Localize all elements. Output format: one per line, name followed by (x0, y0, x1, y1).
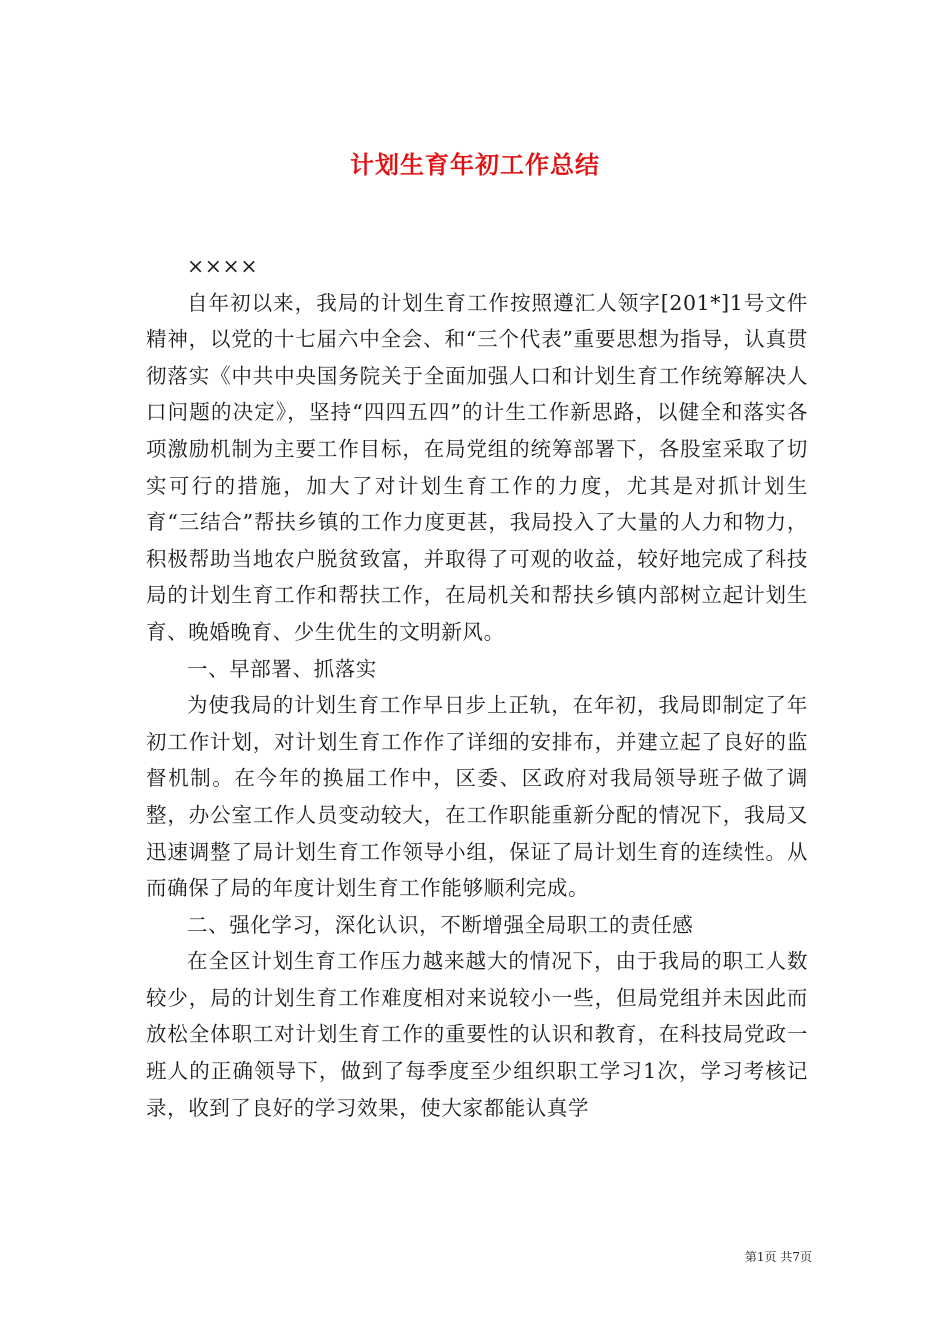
section-1-paragraph: 为使我局的计划生育工作早日步上正轨，在年初，我局即制定了年初工作计划，对计划生育工作作了详细的安排布，并建立起了良好的监督机制。在今年的换届工作中，区委、区政府对我局领导班子做了调整，办公室工作人员变动较大，在工作职能重新分配的情况下，我局又迅速调整了局计划生育工作领导小组，保证了局计划生育的连续性。从而确保了局的年度计划生育工作能够顺利完成。 (146, 693, 808, 901)
section-heading-2: 二、强化学习，深化认识，不断增强全局职工的责任感 (187, 912, 694, 937)
page-number-footer: 第1页 共7页 (744, 1250, 812, 1264)
document-title: 计划生育年初工作总结 (350, 150, 600, 180)
author-line: ×××× (187, 254, 259, 278)
document-body (146, 248, 808, 1126)
section-heading-1: 一、早部署、抓落实 (187, 656, 377, 681)
intro-paragraph: 自年初以来，我局的计划生育工作按照遵汇人领字[201*]1号文件精神，以党的十七届六中全会、和“三个代表”重要思想为指导，认真贯彻落实《中共中央国务院关于全面加强人口和计划生育工作统筹解决人口问题的决定》，坚持“四四五四”的计生工作新思路，以健全和落实各项激励机制为主要工作目标，在局党组的统筹部署下，各股室采取了切实可行的措施，加大了对计划生育工作的力度，尤其是对抓计划生育“三结合”帮扶乡镇的工作力度更甚，我局投入了大量的人力和物力，积极帮助当地农户脱贫致富，并取得了可观的收益，较好地完成了科技局的计划生育工作和帮扶工作，在局机关和帮扶乡镇内部树立起计划生育、晚婚晚育、少生优生的文明新风。 (146, 290, 808, 644)
section-2-paragraph: 在全区计划生育工作压力越来越大的情况下，由于我局的职工人数较少，局的计划生育工作难度相对来说较小一些，但局党组并未因此而放松全体职工对计划生育工作的重要性的认识和教育，在科技局党政一班人的正确领导下，做到了每季度至少组织职工学习1次，学习考核记录，收到了良好的学习效果，使大家都能认真学 (146, 949, 808, 1120)
